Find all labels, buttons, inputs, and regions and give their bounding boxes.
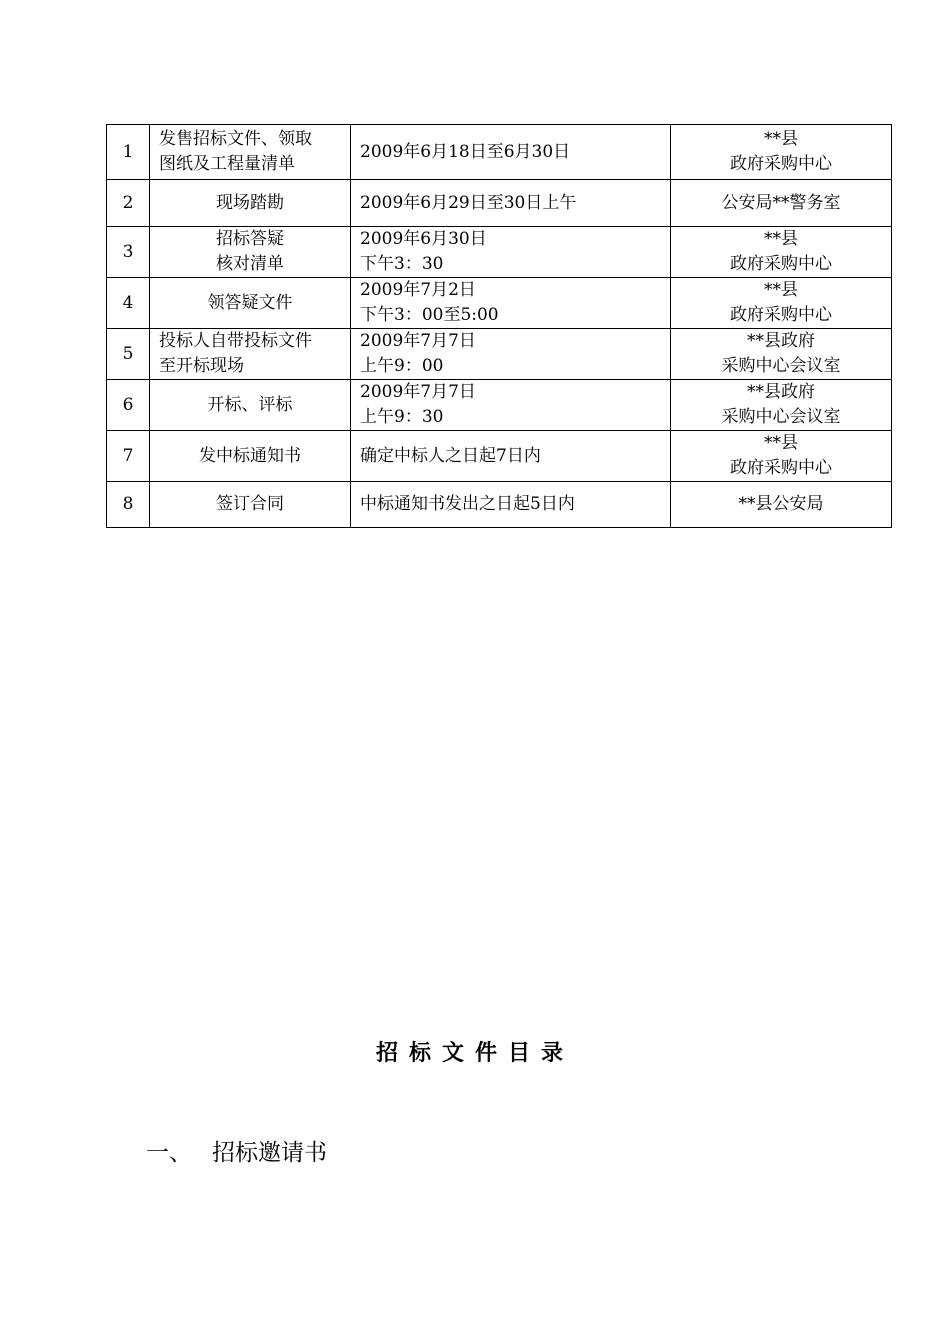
item-cell-line: 至开标现场 — [159, 356, 244, 376]
schedule-body — [107, 125, 892, 528]
table-row — [107, 278, 892, 329]
schedule-table — [106, 124, 892, 528]
time-cell-line: 上午9：30 — [360, 407, 444, 427]
table-row — [107, 380, 892, 431]
place-cell-line: 政府采购中心 — [730, 254, 832, 274]
table-row — [107, 125, 892, 180]
time-cell-line: 2009年6月30日 — [360, 229, 487, 249]
table-row — [107, 431, 892, 482]
time-cell — [351, 125, 671, 180]
row-number: 3 — [107, 227, 150, 278]
place-cell-line: 政府采购中心 — [730, 305, 832, 325]
place-cell — [671, 180, 892, 227]
time-cell-line: 2009年6月18日至6月30日 — [360, 141, 571, 162]
place-cell-line: 政府采购中心 — [730, 154, 832, 174]
item-cell-line: 核对清单 — [216, 254, 284, 274]
item-cell-line: 投标人自带投标文件 — [159, 331, 312, 351]
row-number: 8 — [107, 482, 150, 528]
item-cell — [150, 380, 351, 431]
time-cell-line: 下午3：00至5:00 — [360, 305, 499, 325]
item-cell-line: 发中标通知书 — [199, 445, 301, 466]
toc-item — [146, 1134, 327, 1167]
time-cell-line: 2009年7月7日 — [360, 331, 476, 351]
place-cell-line: 公安局**警务室 — [721, 192, 841, 213]
time-cell — [351, 329, 671, 380]
toc-item-marker: 一、 — [146, 1140, 192, 1166]
item-cell-line: 开标、评标 — [207, 394, 293, 415]
place-cell — [671, 431, 892, 482]
item-cell — [150, 227, 351, 278]
time-cell — [351, 380, 671, 431]
place-cell-line: 采购中心会议室 — [721, 407, 841, 427]
place-cell-line: **县 — [764, 433, 798, 453]
row-number: 1 — [107, 125, 150, 180]
time-cell-line: 中标通知书发出之日起5日内 — [360, 494, 575, 514]
row-number: 4 — [107, 278, 150, 329]
table-row — [107, 180, 892, 227]
place-cell — [671, 380, 892, 431]
item-cell-line: 发售招标文件、领取 — [159, 129, 312, 149]
time-cell — [351, 482, 671, 528]
time-cell — [351, 278, 671, 329]
item-cell-line: 图纸及工程量清单 — [159, 154, 295, 174]
time-cell — [351, 431, 671, 482]
item-cell-line: 签订合同 — [216, 494, 284, 514]
table-row — [107, 227, 892, 278]
row-number: 2 — [107, 180, 150, 227]
table-row — [107, 482, 892, 528]
place-cell-line: **县政府 — [747, 382, 815, 402]
time-cell — [351, 180, 671, 227]
place-cell-line: **县 — [764, 229, 798, 249]
place-cell — [671, 278, 892, 329]
item-cell — [150, 329, 351, 380]
item-cell — [150, 431, 351, 482]
row-number: 7 — [107, 431, 150, 482]
toc-item-label: 招标邀请书 — [212, 1140, 327, 1166]
item-cell — [150, 278, 351, 329]
item-cell-line: 领答疑文件 — [207, 292, 293, 313]
place-cell-line: **县 — [764, 129, 798, 149]
table-row — [107, 329, 892, 380]
time-cell-line: 下午3：30 — [360, 254, 444, 274]
place-cell-line: 政府采购中心 — [730, 458, 832, 478]
item-cell-line: 招标答疑 — [216, 229, 284, 249]
time-cell-line: 2009年7月7日 — [360, 382, 476, 402]
time-cell-line: 确定中标人之日起7日内 — [360, 445, 541, 466]
item-cell — [150, 125, 351, 180]
item-cell — [150, 180, 351, 227]
toc-title: 招标文件目录 — [375, 1040, 574, 1066]
time-cell-line: 2009年7月2日 — [360, 280, 476, 300]
place-cell-line: **县政府 — [747, 331, 815, 351]
place-cell — [671, 125, 892, 180]
row-number: 6 — [107, 380, 150, 431]
place-cell-line: 采购中心会议室 — [721, 356, 841, 376]
time-cell-line: 2009年6月29日至30日上午 — [360, 192, 577, 213]
place-cell-line: **县公安局 — [738, 494, 824, 514]
item-cell — [150, 482, 351, 528]
place-cell — [671, 482, 892, 528]
time-cell — [351, 227, 671, 278]
place-cell — [671, 227, 892, 278]
row-number: 5 — [107, 329, 150, 380]
item-cell-line: 现场踏勘 — [216, 192, 284, 213]
place-cell — [671, 329, 892, 380]
place-cell-line: **县 — [764, 280, 798, 300]
time-cell-line: 上午9：00 — [360, 356, 444, 376]
